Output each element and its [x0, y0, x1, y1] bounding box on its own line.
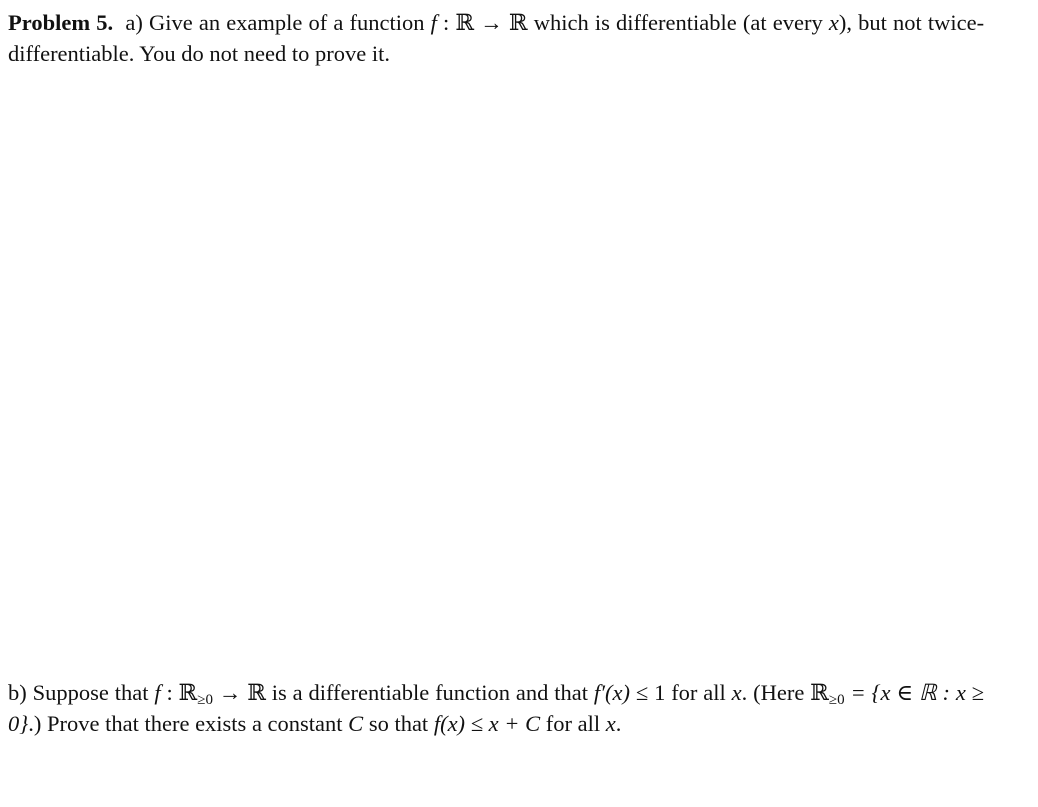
problem-part-b: [8, 678, 984, 739]
part-b-fprime: f′: [593, 680, 606, 705]
part-b-period: .: [615, 710, 622, 736]
part-b-label: b): [8, 680, 27, 705]
part-b-colon: :: [160, 680, 179, 705]
part-b-set-r: ℝ: [810, 680, 829, 706]
part-b-codomain: ℝ: [247, 680, 266, 706]
part-a-arrow: →: [474, 10, 509, 35]
part-a-colon: :: [436, 10, 456, 35]
part-a-x: x: [828, 10, 839, 35]
part-b-f: f: [154, 680, 161, 705]
part-a-text-1: Give an example of a function: [148, 10, 425, 35]
part-a-text-3: ), but not twice-differentiable. You do not need to prove it.: [8, 10, 985, 66]
part-a-text-2: which is differentiable (at every: [533, 10, 823, 35]
part-b-x: x: [731, 680, 742, 705]
problem-title: Problem 5.: [8, 10, 114, 35]
part-b-x-end: x: [605, 710, 616, 736]
part-b-fx: f: [433, 710, 441, 736]
answer-space: [8, 75, 984, 665]
part-b-text-3: for all: [671, 680, 726, 705]
part-b-text-4: . (Here: [741, 680, 805, 705]
part-b-leq1: ≤ 1: [630, 680, 666, 705]
part-a-domain: ℝ: [455, 10, 475, 36]
part-a-label: a): [125, 10, 143, 35]
problem-part-a: [8, 8, 984, 69]
part-a-codomain: ℝ: [508, 10, 528, 36]
part-b-text-6: so that: [368, 710, 429, 736]
part-a-f: f: [430, 10, 437, 35]
part-b-set-def: = {x ∈ ℝ : x ≥ 0}: [8, 680, 985, 736]
part-b-domain-sub: ≥0: [197, 692, 213, 708]
part-b-domain: ℝ: [178, 680, 198, 706]
part-b-text-2: is a differentiable function and that: [271, 680, 588, 705]
part-b-text-7: for all: [545, 710, 601, 736]
part-b-c: C: [348, 710, 364, 736]
part-b-arrow: →: [212, 680, 248, 705]
part-b-text-1: Suppose that: [32, 680, 149, 705]
part-b-ineq: ≤ x + C: [465, 710, 541, 736]
part-b-set-sub: ≥0: [828, 692, 845, 708]
part-b-fprime-arg: (x): [605, 680, 631, 705]
part-b-text-5: .) Prove that there exists a constant: [28, 710, 343, 736]
part-b-fx-arg: (x): [440, 710, 466, 736]
